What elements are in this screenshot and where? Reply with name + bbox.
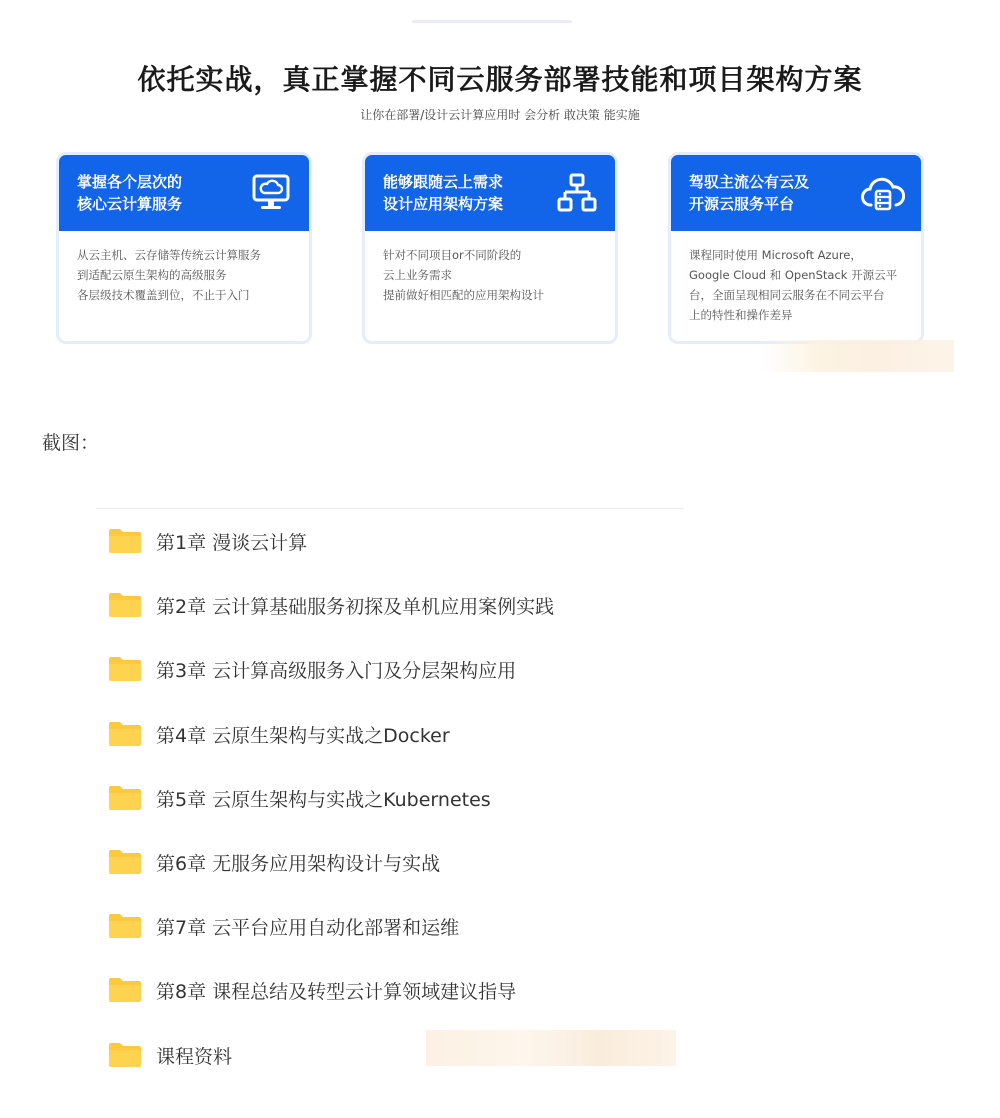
folder-item[interactable] <box>108 522 554 586</box>
folder-label: 课程资料 <box>156 1045 233 1068</box>
feature-card-title-line: 设计应用架构方案 <box>383 195 504 213</box>
cloud-server-icon <box>861 171 905 215</box>
folder-item[interactable] <box>108 843 554 907</box>
feature-card-architecture-design <box>362 152 618 344</box>
feature-card-body <box>59 231 309 305</box>
folder-icon <box>108 1042 142 1068</box>
feature-card-title-line: 开源云服务平台 <box>689 195 795 213</box>
feature-card-body <box>365 231 615 305</box>
folder-item[interactable] <box>108 715 554 779</box>
page-subheadline: 让你在部署/设计云计算应用时 会分析 敢决策 能实施 <box>360 108 640 122</box>
feature-card-text-line: 台，全面呈现相同云服务在不同云平台 <box>689 288 885 302</box>
feature-card-text-line: Google Cloud 和 OpenStack 开源云平 <box>689 268 898 282</box>
folder-label: 第6章 无服务应用架构设计与实战 <box>156 852 441 875</box>
folder-item[interactable] <box>108 907 554 971</box>
folder-icon <box>108 913 142 939</box>
folder-icon <box>108 528 142 554</box>
architecture-tree-icon <box>555 171 599 215</box>
folder-item[interactable] <box>108 971 554 1035</box>
feature-card-title-line: 掌握各个层次的 <box>77 173 183 191</box>
feature-card-title-line: 驾驭主流公有云及 <box>689 173 810 191</box>
feature-card-text-line: 提前做好相匹配的应用架构设计 <box>383 288 544 302</box>
folder-list <box>108 522 554 1100</box>
feature-card-core-services <box>56 152 312 344</box>
folder-icon <box>108 721 142 747</box>
folder-label: 第8章 课程总结及转型云计算领域建议指导 <box>156 981 517 1004</box>
folder-label: 第2章 云计算基础服务初探及单机应用案例实践 <box>156 596 555 619</box>
folder-icon <box>108 785 142 811</box>
folder-label: 第7章 云平台应用自动化部署和运维 <box>156 917 460 940</box>
feature-card-text-line: 各层级技术覆盖到位，不止于入门 <box>77 288 250 302</box>
feature-card-text-line: 上的特性和操作差异 <box>689 308 793 322</box>
feature-card-text-line: 课程同时使用 Microsoft Azure， <box>689 248 862 262</box>
feature-card-title <box>383 171 503 215</box>
folder-label: 第5章 云原生架构与实战之Kubernetes <box>156 788 491 811</box>
folder-label: 第1章 漫谈云计算 <box>156 532 308 554</box>
folder-icon <box>108 656 142 682</box>
folder-item[interactable] <box>108 586 554 650</box>
feature-card-title-line: 能够跟随云上需求 <box>383 173 504 191</box>
folder-icon <box>108 592 142 618</box>
feature-card-header <box>59 155 309 231</box>
feature-card-body <box>671 231 921 325</box>
feature-card-text-line: 针对不同项目or不同阶段的 <box>383 248 522 262</box>
feature-card-cloud-platforms <box>668 152 924 344</box>
feature-card-header <box>365 155 615 231</box>
feature-card-text-line: 从云主机、云存储等传统云计算服务 <box>77 248 261 262</box>
screenshot-section-label: 截图： <box>42 432 100 454</box>
folder-label: 第4章 云原生架构与实战之Docker <box>156 724 450 747</box>
feature-card-title <box>77 171 182 215</box>
feature-card-header <box>671 155 921 231</box>
blurred-watermark <box>762 340 954 372</box>
folder-icon <box>108 977 142 1003</box>
feature-card-title <box>689 171 809 215</box>
folder-label: 第3章 云计算高级服务入门及分层架构应用 <box>156 660 517 683</box>
blurred-watermark <box>426 1030 676 1066</box>
page-headline: 依托实战，真正掌握不同云服务部署技能和项目架构方案 <box>137 63 863 96</box>
feature-card-title-line: 核心云计算服务 <box>77 195 183 213</box>
folder-item[interactable] <box>108 779 554 843</box>
list-divider <box>96 508 684 509</box>
folder-icon <box>108 849 142 875</box>
top-divider <box>412 20 572 23</box>
monitor-cloud-icon <box>249 171 293 215</box>
feature-card-text-line: 云上业务需求 <box>383 268 452 282</box>
feature-card-text-line: 到适配云原生架构的高级服务 <box>77 268 227 282</box>
folder-item[interactable] <box>108 650 554 714</box>
